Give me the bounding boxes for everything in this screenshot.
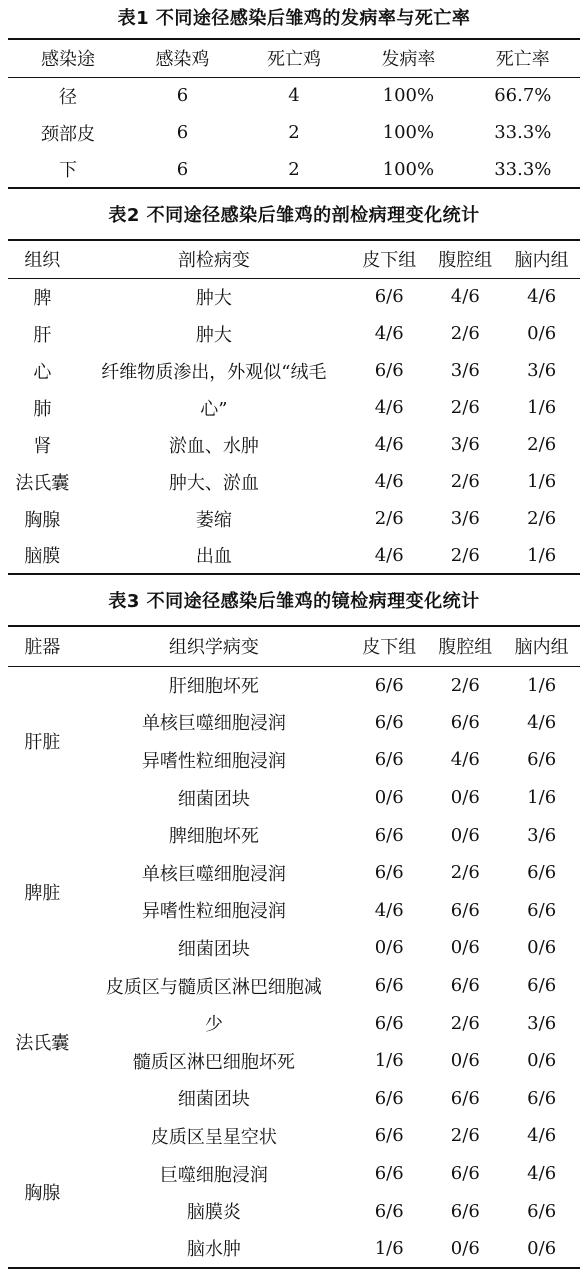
table-cell: 6/6 xyxy=(450,899,480,921)
table-cell: 细菌团块 xyxy=(177,788,250,810)
table-cell: 0/6 xyxy=(527,1050,557,1072)
table-cell: 纤维物质渗出，外观似“绒毛 xyxy=(101,361,327,383)
table-cell: 1/6 xyxy=(527,397,557,418)
table3-body xyxy=(8,666,580,1268)
table-cell: 4/6 xyxy=(374,544,404,566)
table-cell: 脾 xyxy=(33,287,52,309)
table3-header-cell: 皮下组 xyxy=(362,637,417,659)
table-cell: 6/6 xyxy=(374,360,404,381)
table-row xyxy=(8,1042,580,1080)
table-row xyxy=(8,1117,580,1155)
table-cell: 肿大 xyxy=(195,324,232,346)
table-cell: 6/6 xyxy=(527,899,557,921)
table3-header-row xyxy=(8,626,580,666)
table-cell: 出血 xyxy=(195,546,232,567)
table-cell: 脑膜炎 xyxy=(186,1202,241,1224)
table-cell: 6/6 xyxy=(374,862,404,884)
table-cell: 4/6 xyxy=(450,286,480,308)
table-cell: 0/6 xyxy=(527,937,557,959)
table-cell: 6/6 xyxy=(527,1200,557,1222)
table-cell: 2/6 xyxy=(450,544,480,566)
table3-header-cell: 脑内组 xyxy=(514,637,569,659)
table1-header-cell: 感染途 xyxy=(41,49,96,71)
table-cell: 1/6 xyxy=(527,471,557,492)
table-cell: 0/6 xyxy=(450,1237,480,1259)
table-cell: 6/6 xyxy=(450,975,480,997)
organ-cell: 脾脏 xyxy=(24,882,61,904)
table1-header-cell: 感染鸡 xyxy=(155,49,210,71)
organ-cell: 法氏囊 xyxy=(15,1032,70,1054)
table-cell: 胸腺 xyxy=(24,509,61,531)
table-cell: 细菌团块 xyxy=(177,938,250,960)
table-row xyxy=(8,278,580,315)
table-cell: 肿大、淤血 xyxy=(168,472,259,494)
table2-header-cell: 皮下组 xyxy=(362,250,417,272)
table-cell: 3/6 xyxy=(450,508,480,529)
table-row xyxy=(8,704,580,742)
table-cell: 6/6 xyxy=(450,711,480,733)
table-row xyxy=(8,929,580,967)
table-row xyxy=(8,1155,580,1193)
table1-header-cell: 发病率 xyxy=(381,49,436,71)
table-cell: 1/6 xyxy=(374,1050,404,1072)
table-cell: 髓质区淋巴细胞坏死 xyxy=(132,1051,295,1073)
table-cell: 2/6 xyxy=(450,1012,480,1034)
table-cell: 100% xyxy=(382,122,435,143)
table-cell: 0/6 xyxy=(450,1050,480,1072)
table-cell: 颈部皮 xyxy=(41,123,96,145)
table-cell: 4/6 xyxy=(374,434,404,455)
table-row xyxy=(8,892,580,930)
table-cell: 3/6 xyxy=(527,1012,557,1034)
table2-body xyxy=(8,278,580,574)
table3 xyxy=(8,625,580,1269)
table-cell: 0/6 xyxy=(374,787,404,809)
table2-header-cell: 剖检病变 xyxy=(177,250,250,272)
table-cell: 4 xyxy=(288,85,300,107)
table-row xyxy=(8,967,580,1005)
table-cell: 4/6 xyxy=(527,1125,557,1147)
table-cell: 33.3% xyxy=(494,158,552,180)
table-cell: 6/6 xyxy=(450,1163,480,1185)
table-row xyxy=(8,151,580,188)
table3-header-cell: 腹腔组 xyxy=(438,637,493,659)
table-cell: 细菌团块 xyxy=(177,1089,250,1111)
table-cell: 1/6 xyxy=(527,544,557,566)
table-cell: 2/6 xyxy=(450,471,480,492)
table-cell: 单核巨噬细胞浸润 xyxy=(141,713,286,735)
table1-header-cell: 死亡率 xyxy=(495,49,550,71)
table-cell: 脑膜 xyxy=(24,546,61,567)
table-cell: 100% xyxy=(382,158,435,180)
table-cell: 6/6 xyxy=(374,1200,404,1222)
table-cell: 心 xyxy=(33,361,52,383)
table-row xyxy=(8,463,580,500)
table-cell: 2 xyxy=(288,122,300,143)
table-cell: 肺 xyxy=(33,398,52,420)
table-cell: 0/6 xyxy=(527,323,557,344)
table-cell: 4/6 xyxy=(527,1163,557,1185)
table1-header-row xyxy=(8,39,580,77)
table-cell: 肝 xyxy=(33,324,52,346)
table-cell: 4/6 xyxy=(527,711,557,733)
table2-header-cell: 组织 xyxy=(24,250,61,272)
table-cell: 0/6 xyxy=(527,1237,557,1259)
table-row xyxy=(8,500,580,537)
table-cell: 6/6 xyxy=(374,711,404,733)
table-row xyxy=(8,1192,580,1230)
table1-header-cell: 死亡鸡 xyxy=(266,49,321,71)
table-cell: 6/6 xyxy=(374,1125,404,1147)
organ-cell: 胸腺 xyxy=(24,1182,61,1204)
table1-body xyxy=(8,77,580,188)
table-cell: 4/6 xyxy=(374,899,404,921)
table-row xyxy=(8,114,580,151)
table-cell: 6 xyxy=(176,158,189,180)
table-row xyxy=(8,741,580,779)
table-row xyxy=(8,352,580,389)
table-cell: 6/6 xyxy=(374,1012,404,1034)
table-cell: 2 xyxy=(288,158,300,180)
table2-header-cell: 脑内组 xyxy=(514,250,569,272)
table-cell: 6/6 xyxy=(450,1087,480,1109)
table-cell: 3/6 xyxy=(450,360,480,381)
table-cell: 2/6 xyxy=(450,323,480,344)
organ-cell: 肝脏 xyxy=(24,732,61,754)
table-cell: 径 xyxy=(59,86,78,108)
table-cell: 巨噬细胞浸润 xyxy=(159,1164,268,1186)
table-row xyxy=(8,426,580,463)
table-cell: 4/6 xyxy=(527,286,557,308)
table-row xyxy=(8,666,580,704)
table-row xyxy=(8,779,580,817)
table-cell: 100% xyxy=(382,85,435,107)
table-cell: 0/6 xyxy=(450,824,480,846)
table-cell: 2/6 xyxy=(450,1125,480,1147)
table-cell: 0/6 xyxy=(450,787,480,809)
table-cell: 6/6 xyxy=(374,286,404,308)
table-row xyxy=(8,537,580,574)
table-cell: 33.3% xyxy=(494,122,552,143)
table-cell: 皮质区与髓质区淋巴细胞减 xyxy=(105,976,322,998)
table-cell: 2/6 xyxy=(450,397,480,418)
table-cell: 1/6 xyxy=(374,1237,404,1259)
table-cell: 2/6 xyxy=(450,862,480,884)
table-cell: 6/6 xyxy=(527,1087,557,1109)
table-cell: 肝细胞坏死 xyxy=(168,676,259,698)
table-cell: 66.7% xyxy=(494,85,552,107)
table-cell: 6/6 xyxy=(450,1200,480,1222)
table-cell: 异嗜性粒细胞浸润 xyxy=(141,901,286,923)
table-cell: 1/6 xyxy=(527,674,557,696)
table-cell: 4/6 xyxy=(374,397,404,418)
table-cell: 2/6 xyxy=(450,674,480,696)
table-cell: 4/6 xyxy=(374,323,404,344)
table-cell: 3/6 xyxy=(527,824,557,846)
table-row xyxy=(8,389,580,426)
table-cell: 肿大 xyxy=(195,287,232,309)
table-cell: 6/6 xyxy=(374,1163,404,1185)
table-cell: 少 xyxy=(204,1014,223,1036)
table1 xyxy=(8,38,580,189)
table-cell: 3/6 xyxy=(450,434,480,455)
table-row xyxy=(8,816,580,854)
table-row xyxy=(8,1080,580,1118)
table3-caption: 表3 不同途径感染后雏鸡的镜检病理变化统计 xyxy=(108,591,480,612)
table-cell: 萎缩 xyxy=(195,509,232,531)
table-cell: 6/6 xyxy=(374,1087,404,1109)
table-cell: 肾 xyxy=(33,435,52,457)
table-row xyxy=(8,854,580,892)
table-cell: 0/6 xyxy=(374,937,404,959)
table-cell: 2/6 xyxy=(374,508,404,529)
table-cell: 6/6 xyxy=(527,975,557,997)
table2-caption: 表2 不同途径感染后雏鸡的剖检病理变化统计 xyxy=(108,205,480,226)
table-cell: 6 xyxy=(176,122,189,143)
table-cell: 6/6 xyxy=(374,674,404,696)
table-cell: 淤血、水肿 xyxy=(168,435,259,457)
table-cell: 脾细胞坏死 xyxy=(168,826,259,848)
table-cell: 2/6 xyxy=(527,434,557,455)
table-cell: 心” xyxy=(200,398,228,420)
table-cell: 2/6 xyxy=(527,508,557,529)
table-row xyxy=(8,1004,580,1042)
table-cell: 皮质区呈星空状 xyxy=(150,1126,277,1148)
table-cell: 脑水肿 xyxy=(186,1239,241,1261)
table-row xyxy=(8,1230,580,1268)
table-cell: 下 xyxy=(59,160,78,181)
table-cell: 异嗜性粒细胞浸润 xyxy=(141,750,286,772)
table-cell: 4/6 xyxy=(450,749,480,771)
table1-caption: 表1 不同途径感染后雏鸡的发病率与死亡率 xyxy=(117,8,471,29)
table-cell: 4/6 xyxy=(374,471,404,492)
table-cell: 6/6 xyxy=(374,749,404,771)
table-cell: 单核巨噬细胞浸润 xyxy=(141,863,286,885)
table-cell: 6 xyxy=(176,85,189,107)
table-cell: 3/6 xyxy=(527,360,557,381)
table3-header-cell: 脏器 xyxy=(24,637,61,659)
table-row xyxy=(8,77,580,114)
table-cell: 6/6 xyxy=(527,749,557,771)
table-cell: 6/6 xyxy=(374,824,404,846)
table-row xyxy=(8,315,580,352)
table-cell: 0/6 xyxy=(450,937,480,959)
table-cell: 法氏囊 xyxy=(15,472,70,494)
table-cell: 1/6 xyxy=(527,787,557,809)
table2-header-row xyxy=(8,240,580,278)
table-cell: 6/6 xyxy=(527,862,557,884)
table3-header-cell: 组织学病变 xyxy=(168,637,259,659)
table2-header-cell: 腹腔组 xyxy=(438,250,493,272)
table2 xyxy=(8,239,580,575)
table-cell: 6/6 xyxy=(374,975,404,997)
